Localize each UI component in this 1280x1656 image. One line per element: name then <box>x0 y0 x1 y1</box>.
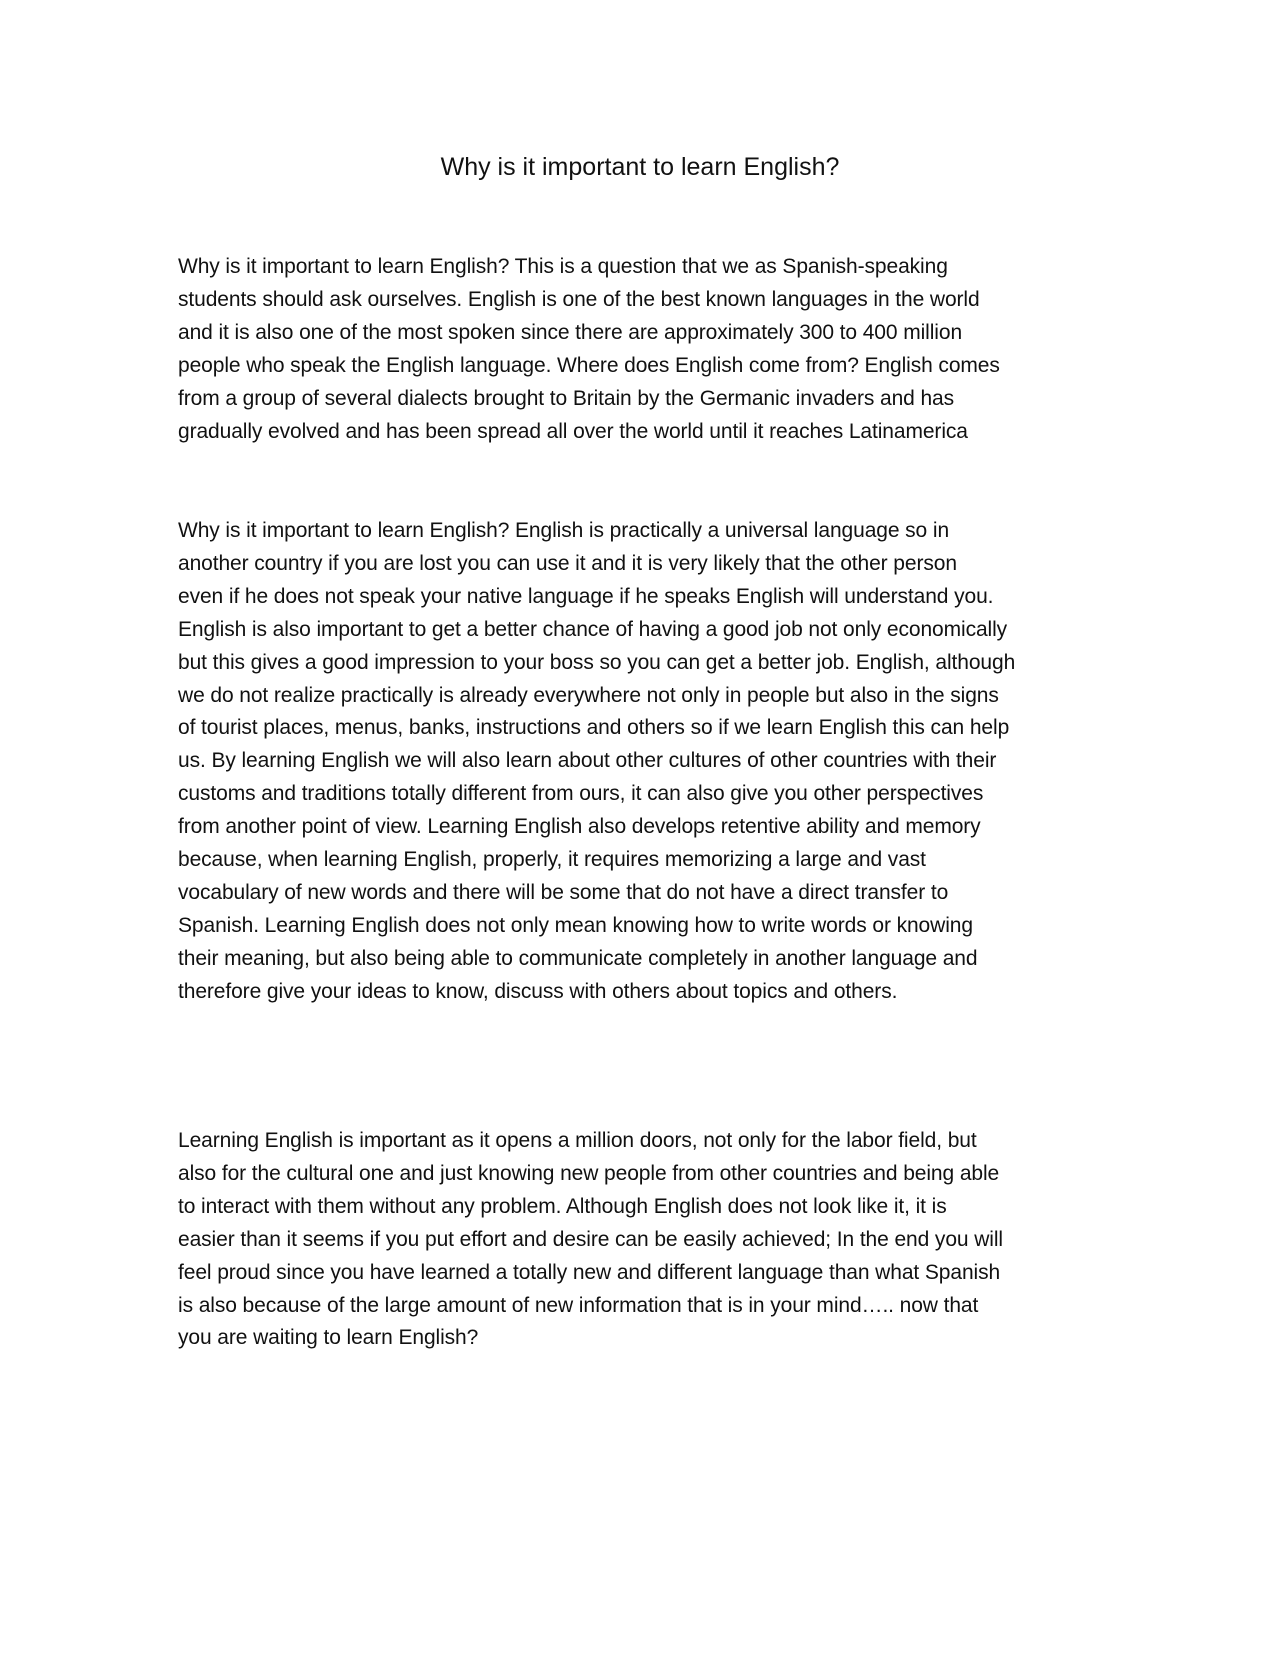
paragraph-line: therefore give your ideas to know, discuss with others about topics and others. <box>178 979 898 1003</box>
paragraph-3 <box>178 1125 1102 1355</box>
paragraph-line: their meaning, but also being able to communicate completely in another language and <box>178 946 978 970</box>
paragraph-line: also for the cultural one and just knowing new people from other countries and being able <box>178 1161 1000 1185</box>
paragraph-line: vocabulary of new words and there will be some that do not have a direct transfer to <box>178 880 949 904</box>
paragraph-line: another country if you are lost you can use it and it is very likely that the other person <box>178 551 957 575</box>
paragraph-line: we do not realize practically is already everywhere not only in people but also in the signs <box>178 683 999 707</box>
paragraph-line: people who speak the English language. Where does English come from? English comes <box>178 353 1000 377</box>
document-title: Why is it important to learn English? <box>440 153 840 181</box>
paragraph-line: but this gives a good impression to your boss so you can get a better job. English, although <box>178 650 1016 674</box>
paragraph-line: because, when learning English, properly, it requires memorizing a large and vast <box>178 848 926 872</box>
paragraph-line: feel proud since you have learned a totally new and different language than what Spanish <box>178 1260 1001 1284</box>
paragraph-line: of tourist places, menus, banks, instructions and others so if we learn English this can help <box>178 716 1010 740</box>
paragraph-line: from a group of several dialects brought to Britain by the Germanic invaders and has <box>178 386 955 410</box>
paragraph-line: gradually evolved and has been spread all over the world until it reaches Latinamerica <box>178 419 968 443</box>
paragraph-line: you are waiting to learn English? <box>178 1326 479 1350</box>
paragraph-line: Why is it important to learn English? This is a question that we as Spanish-speaking <box>178 255 948 278</box>
paragraph-line: Spanish. Learning English does not only mean knowing how to write words or knowing <box>178 913 973 937</box>
paragraph-1 <box>178 251 1102 448</box>
paragraph-line: us. By learning English we will also learn about other cultures of other countries with their <box>178 749 997 773</box>
paragraph-line: from another point of view. Learning English also develops retentive ability and memory <box>178 815 981 839</box>
paragraph-line: English is also important to get a better chance of having a good job not only economically <box>178 617 1008 641</box>
paragraph-2 <box>178 515 1102 1009</box>
paragraph-line: Why is it important to learn English? English is practically a universal language so in <box>178 519 950 542</box>
paragraph-line: students should ask ourselves. English is one of the best known languages in the world <box>178 287 980 311</box>
paragraph-line: customs and traditions totally different from ours, it can also give you other perspectives <box>178 782 984 806</box>
paragraph-line: even if he does not speak your native language if he speaks English will understand you. <box>178 584 994 608</box>
paragraph-line: to interact with them without any problem. Although English does not look like it, it is <box>178 1194 947 1218</box>
paragraph-line: Learning English is important as it opens a million doors, not only for the labor field, but <box>178 1129 977 1152</box>
paragraph-line: easier than it seems if you put effort and desire can be easily achieved; In the end you will <box>178 1227 1003 1251</box>
paragraph-line: and it is also one of the most spoken since there are approximately 300 to 400 million <box>178 320 963 344</box>
paragraph-line: is also because of the large amount of new information that is in your mind….. now that <box>178 1293 979 1317</box>
